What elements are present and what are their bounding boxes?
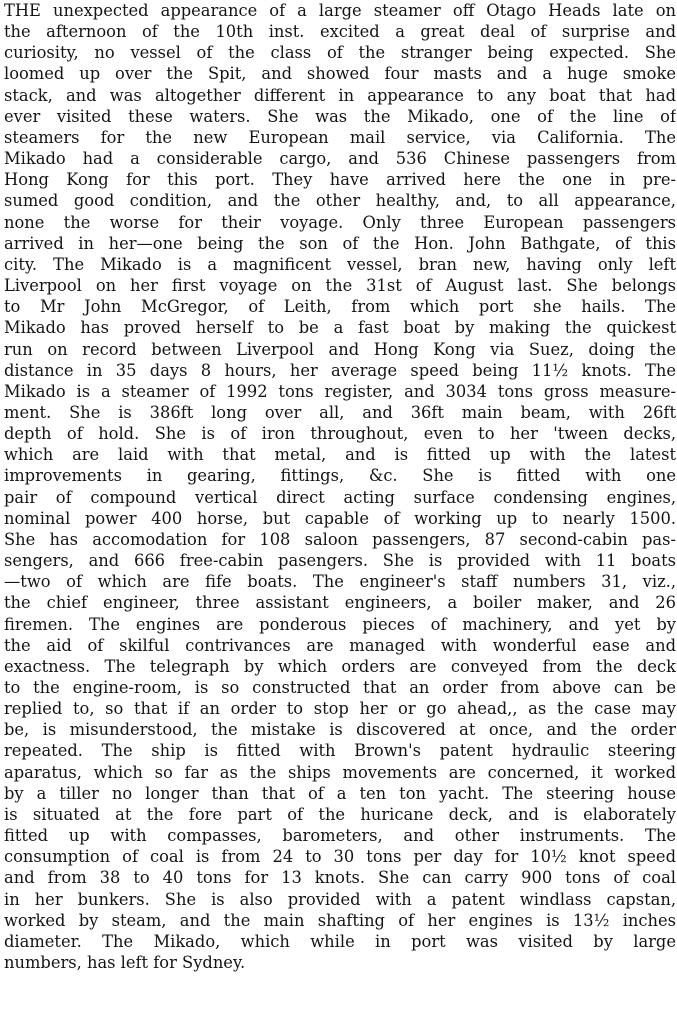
article-text-line: and from 38 to 40 tons for 13 knots. She can carry 900 tons of coal: [4, 868, 676, 888]
article-text-line: improvements in gearing, fittings, &c. She is fitted with one: [4, 466, 676, 486]
article-text-line: the chief engineer, three assistant engineers, a boiler maker, and 26: [4, 593, 676, 613]
article-text-line: She has accomodation for 108 saloon passengers, 87 second-cabin pas-: [4, 529, 676, 549]
article-text-line: loomed up over the Spit, and showed four masts and a huge smoke: [4, 64, 676, 84]
article-text-line: sengers, and 666 free-cabin pasengers. She is provided with 11 boats: [4, 551, 676, 571]
article-text-line: Hong Kong for this port. They have arrived here the one in pre-: [4, 170, 676, 190]
article-text-line: —two of which are fife boats. The engineer's staff numbers 31, viz.,: [4, 572, 676, 592]
article-text-line: sumed good condition, and the other healthy, and, to all appearance,: [4, 191, 676, 211]
article-text-line: firemen. The engines are ponderous pieces of machinery, and yet by: [4, 614, 676, 634]
article-text-line: arrived in her—one being the son of the Hon. John Bathgate, of this: [4, 233, 676, 253]
article-text-line: to Mr John McGregor, of Leith, from which port she hails. The: [4, 297, 676, 317]
newspaper-article: [4, 0, 676, 973]
article-text-line: to the engine-room, is so constructed that an order from above can be: [4, 678, 676, 697]
article-text-line: is situated at the fore part of the huricane deck, and is elaborately: [4, 804, 676, 824]
article-text-line: fitted up with compasses, barometers, and other instruments. The: [4, 826, 676, 846]
article-text-line: Liverpool on her first voyage on the 31st of August last. She belongs: [4, 276, 676, 296]
article-text-line: diameter. The Mikado, which while in port was visited by large: [4, 931, 676, 951]
article-text-line: numbers, has left for Sydney.: [4, 953, 246, 973]
article-text-line: run on record between Liverpool and Hong Kong via Suez, doing the: [4, 339, 676, 359]
article-text-line: curiosity, no vessel of the class of the stranger being expected. She: [4, 43, 676, 63]
article-text-line: depth of hold. She is of iron throughout, even to her 'tween decks,: [4, 424, 676, 444]
article-text-line: stack, and was altogether different in appearance to any boat that had: [4, 85, 676, 105]
article-text-line: Mikado has proved herself to be a fast boat by making the quickest: [4, 318, 676, 338]
article-text-line: Mikado had a considerable cargo, and 536 Chinese passengers from: [4, 149, 676, 169]
article-text-line: exactness. The telegraph by which orders are conveyed from the deck: [4, 656, 676, 676]
article-text-line: which are laid with that metal, and is fitted up with the latest: [4, 445, 676, 465]
article-text-line: in her bunkers. She is also provided with a patent windlass capstan,: [4, 889, 676, 909]
article-text-line: by a tiller no longer than that of a ten ton yacht. The steering house: [4, 783, 676, 803]
article-text-line: none the worse for their voyage. Only three European passengers: [4, 212, 676, 232]
article-text-line: the afternoon of the 10th inst. excited a great deal of surprise and: [4, 22, 676, 42]
article-text-line: city. The Mikado is a magnificent vessel, bran new, having only left: [4, 254, 676, 274]
article-text-line: repeated. The ship is fitted with Brown's patent hydraulic steering: [4, 741, 676, 761]
article-text-line: the aid of skilful contrivances are managed with wonderful ease and: [4, 635, 676, 655]
article-text-line: consumption of coal is from 24 to 30 tons per day for 10½ knot speed: [4, 847, 676, 867]
article-text-line: ever visited these waters. She was the Mikado, one of the line of: [4, 106, 676, 126]
article-text-line: THE unexpected appearance of a large steamer off Otago Heads late on: [4, 1, 676, 20]
article-text-line: Mikado is a steamer of 1992 tons register, and 3034 tons gross measure-: [4, 381, 676, 401]
article-text-line: nominal power 400 horse, but capable of working up to nearly 1500.: [4, 508, 676, 528]
article-text-line: pair of compound vertical direct acting surface condensing engines,: [4, 487, 676, 507]
article-text-line: be, is misunderstood, the mistake is discovered at once, and the order: [4, 720, 676, 740]
article-text-line: distance in 35 days 8 hours, her average speed being 11½ knots. The: [4, 360, 676, 380]
article-text-line: ment. She is 386ft long over all, and 36ft main beam, with 26ft: [4, 402, 676, 422]
article-text-line: replied to, so that if an order to stop her or go ahead,, as the case may: [4, 699, 676, 719]
article-text-line: aparatus, which so far as the ships movements are concerned, it worked: [4, 762, 676, 782]
article-text-line: steamers for the new European mail service, via California. The: [4, 127, 676, 147]
article-text-line: worked by steam, and the main shafting of her engines is 13½ inches: [4, 910, 676, 930]
